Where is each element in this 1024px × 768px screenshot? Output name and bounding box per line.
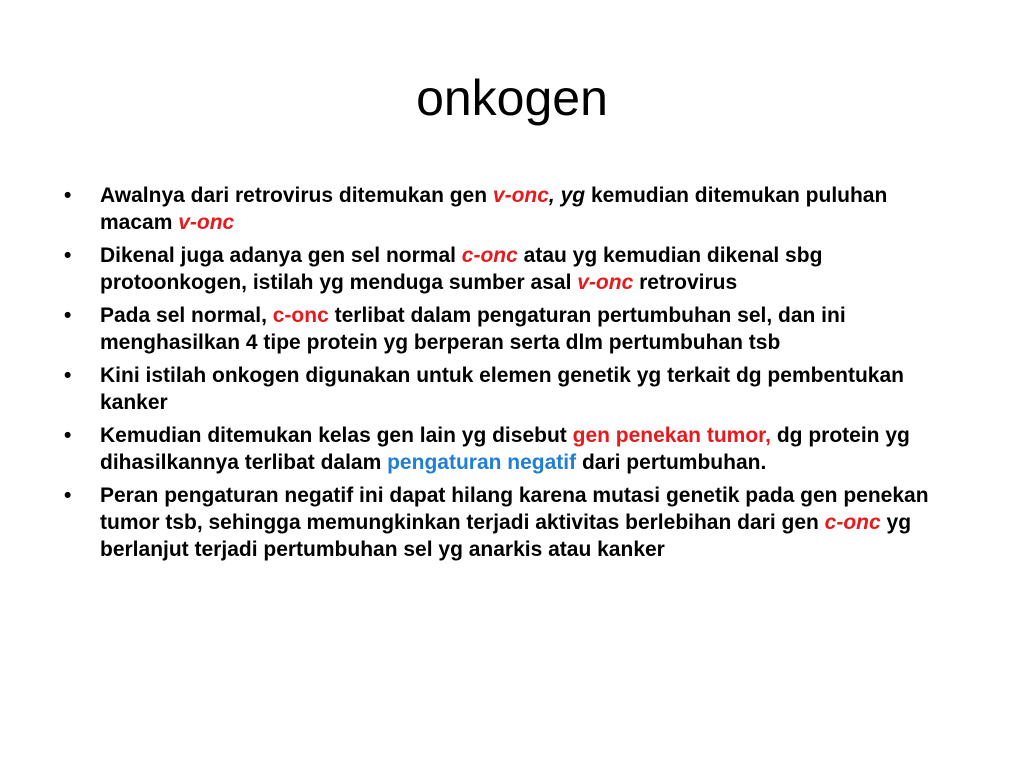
bullet-text-run: , yg	[548, 184, 586, 207]
bullet-text-run: Kini istilah onkogen digunakan untuk elemen genetik yg terkait dg pembentukan kanker	[100, 364, 904, 414]
slide-title: onkogen	[416, 70, 608, 126]
bullet-text-run: c-onc	[461, 244, 518, 267]
bullet-text-run: Dikenal juga adanya gen sel normal	[100, 244, 462, 267]
bullet-text-run: yg berlanjut terjadi pertumbuhan sel yg anarkis atau kanker	[100, 511, 912, 561]
bullet-text-run: retrovirus	[633, 271, 738, 294]
bullet-dot-icon: •	[64, 484, 72, 507]
bullet-dot-icon: •	[64, 244, 72, 267]
bullet-text-run: Peran pengaturan negatif ini dapat hilang karena mutasi genetik pada gen penekan tumor tsb, sehingga memungkinkan terjadi aktivitas berlebihan dari gen	[100, 484, 929, 534]
bullet-item	[64, 302, 964, 356]
bullet-item	[64, 362, 964, 416]
bullet-text-run: gen penekan tumor,	[572, 424, 771, 447]
bullet-item	[64, 242, 964, 296]
bullet-text-run: pengaturan negatif	[387, 451, 577, 474]
bullet-dot-icon: •	[64, 304, 72, 327]
bullet-item	[64, 422, 964, 476]
bullet-text-run: Kemudian ditemukan kelas gen lain yg disebut	[100, 424, 573, 447]
bullet-text-run: dari pertumbuhan.	[576, 451, 767, 474]
bullet-item	[64, 182, 964, 236]
bullet-text-run: v-onc	[178, 211, 235, 234]
bullet-text-run: atau yg kemudian dikenal sbg protoonkogen, istilah yg menduga sumber asal	[100, 244, 823, 294]
bullet-text-run: terlibat dalam pengaturan pertumbuhan sel, dan ini menghasilkan 4 tipe protein yg berperan serta dlm pertumbuhan tsb	[100, 304, 846, 354]
bullet-text-run: c-onc	[272, 304, 329, 327]
bullet-dot-icon: •	[64, 364, 72, 387]
bullet-text-run: Pada sel normal,	[100, 304, 273, 327]
bullet-item	[64, 482, 964, 563]
bullet-text-run: Awalnya dari retrovirus ditemukan gen	[100, 184, 493, 207]
bullet-text-run: dg protein yg dihasilkannya terlibat dalam	[100, 424, 910, 474]
bullet-text-run: v-onc	[492, 184, 549, 207]
bullet-dot-icon: •	[64, 424, 72, 447]
bullet-text-run: kemudian ditemukan puluhan macam	[100, 184, 888, 234]
bullet-list	[64, 182, 964, 569]
bullet-dot-icon: •	[64, 184, 72, 207]
bullet-text-run: v-onc	[577, 271, 634, 294]
bullet-text-run: c-onc	[824, 511, 881, 534]
